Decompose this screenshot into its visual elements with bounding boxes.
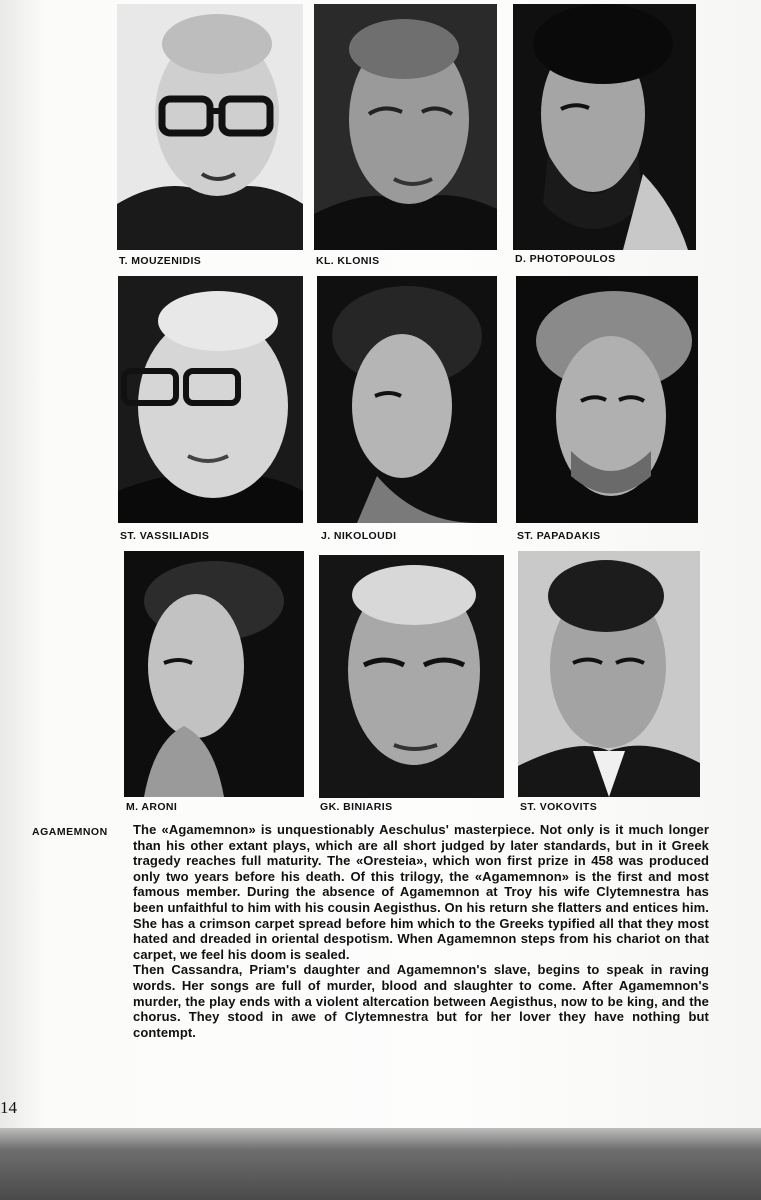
portrait-photo-nikoloudi (317, 276, 497, 523)
caption-aroni: M. ARONI (126, 801, 178, 813)
portrait-photo-aroni (124, 551, 304, 797)
portrait-photo-papadakis (516, 276, 698, 523)
caption-vokovits: ST. VOKOVITS (520, 801, 598, 813)
portrait-photo-vassiliadis (118, 276, 303, 523)
portrait-photo-mouzenidis (117, 4, 303, 250)
scanner-background (0, 1128, 761, 1200)
synopsis-paragraph-2: Then Cassandra, Priam's daughter and Agamemnon's slave, begins to speak in raving words. Her songs are full of murder, blood and slaughter to come. After Agamemnon's murder, the play ends with a violent altercation between Aegisthus, now to be king, and the chorus. They stood in awe of Clytemnestra but for her lover they have nothing but contempt. (133, 962, 709, 1040)
synopsis-paragraph-1: The «Agamemnon» is unquestionably Aeschulus' masterpiece. Not only is it much longer than his other extant plays, which are all short judged by later standards, but in it Greek tragedy reaches full maturity. The «Oresteia», which won first prize in 458 was produced only two years before his death. Of this trilogy, the «Agamemnon» is the first and most famous member. During the absence of Agamemnon at Troy his wife Clytemnestra has been unfaithful to him with his cousin Aegisthus. On his return she flatters and entices him. She has a crimson carpet spread before him which to the Greeks typified all that they most hated and dreaded in oriental despotism. When Agamemnon steps from his chariot on that carpet, we feel his doom is sealed. (133, 822, 709, 962)
portrait-photo-biniaris (319, 555, 504, 798)
portrait-photo-klonis (314, 4, 497, 250)
caption-papadakis: ST. PAPADAKIS (517, 530, 601, 542)
page-number: 14 (0, 1098, 17, 1117)
caption-biniaris: GK. BINIARIS (320, 801, 393, 813)
caption-nikoloudi: J. NIKOLOUDI (321, 530, 397, 542)
portrait-photo-photopoulos (513, 4, 696, 250)
portrait-photo-vokovits (518, 551, 700, 797)
synopsis-text (133, 822, 709, 1040)
caption-mouzenidis: T. MOUZENIDIS (119, 255, 202, 267)
caption-klonis: KL. KLONIS (316, 255, 380, 267)
caption-vassiliadis: ST. VASSILIADIS (120, 530, 210, 542)
caption-photopoulos: D. PHOTOPOULOS (515, 253, 616, 265)
section-label: AGAMEMNON (32, 826, 108, 838)
